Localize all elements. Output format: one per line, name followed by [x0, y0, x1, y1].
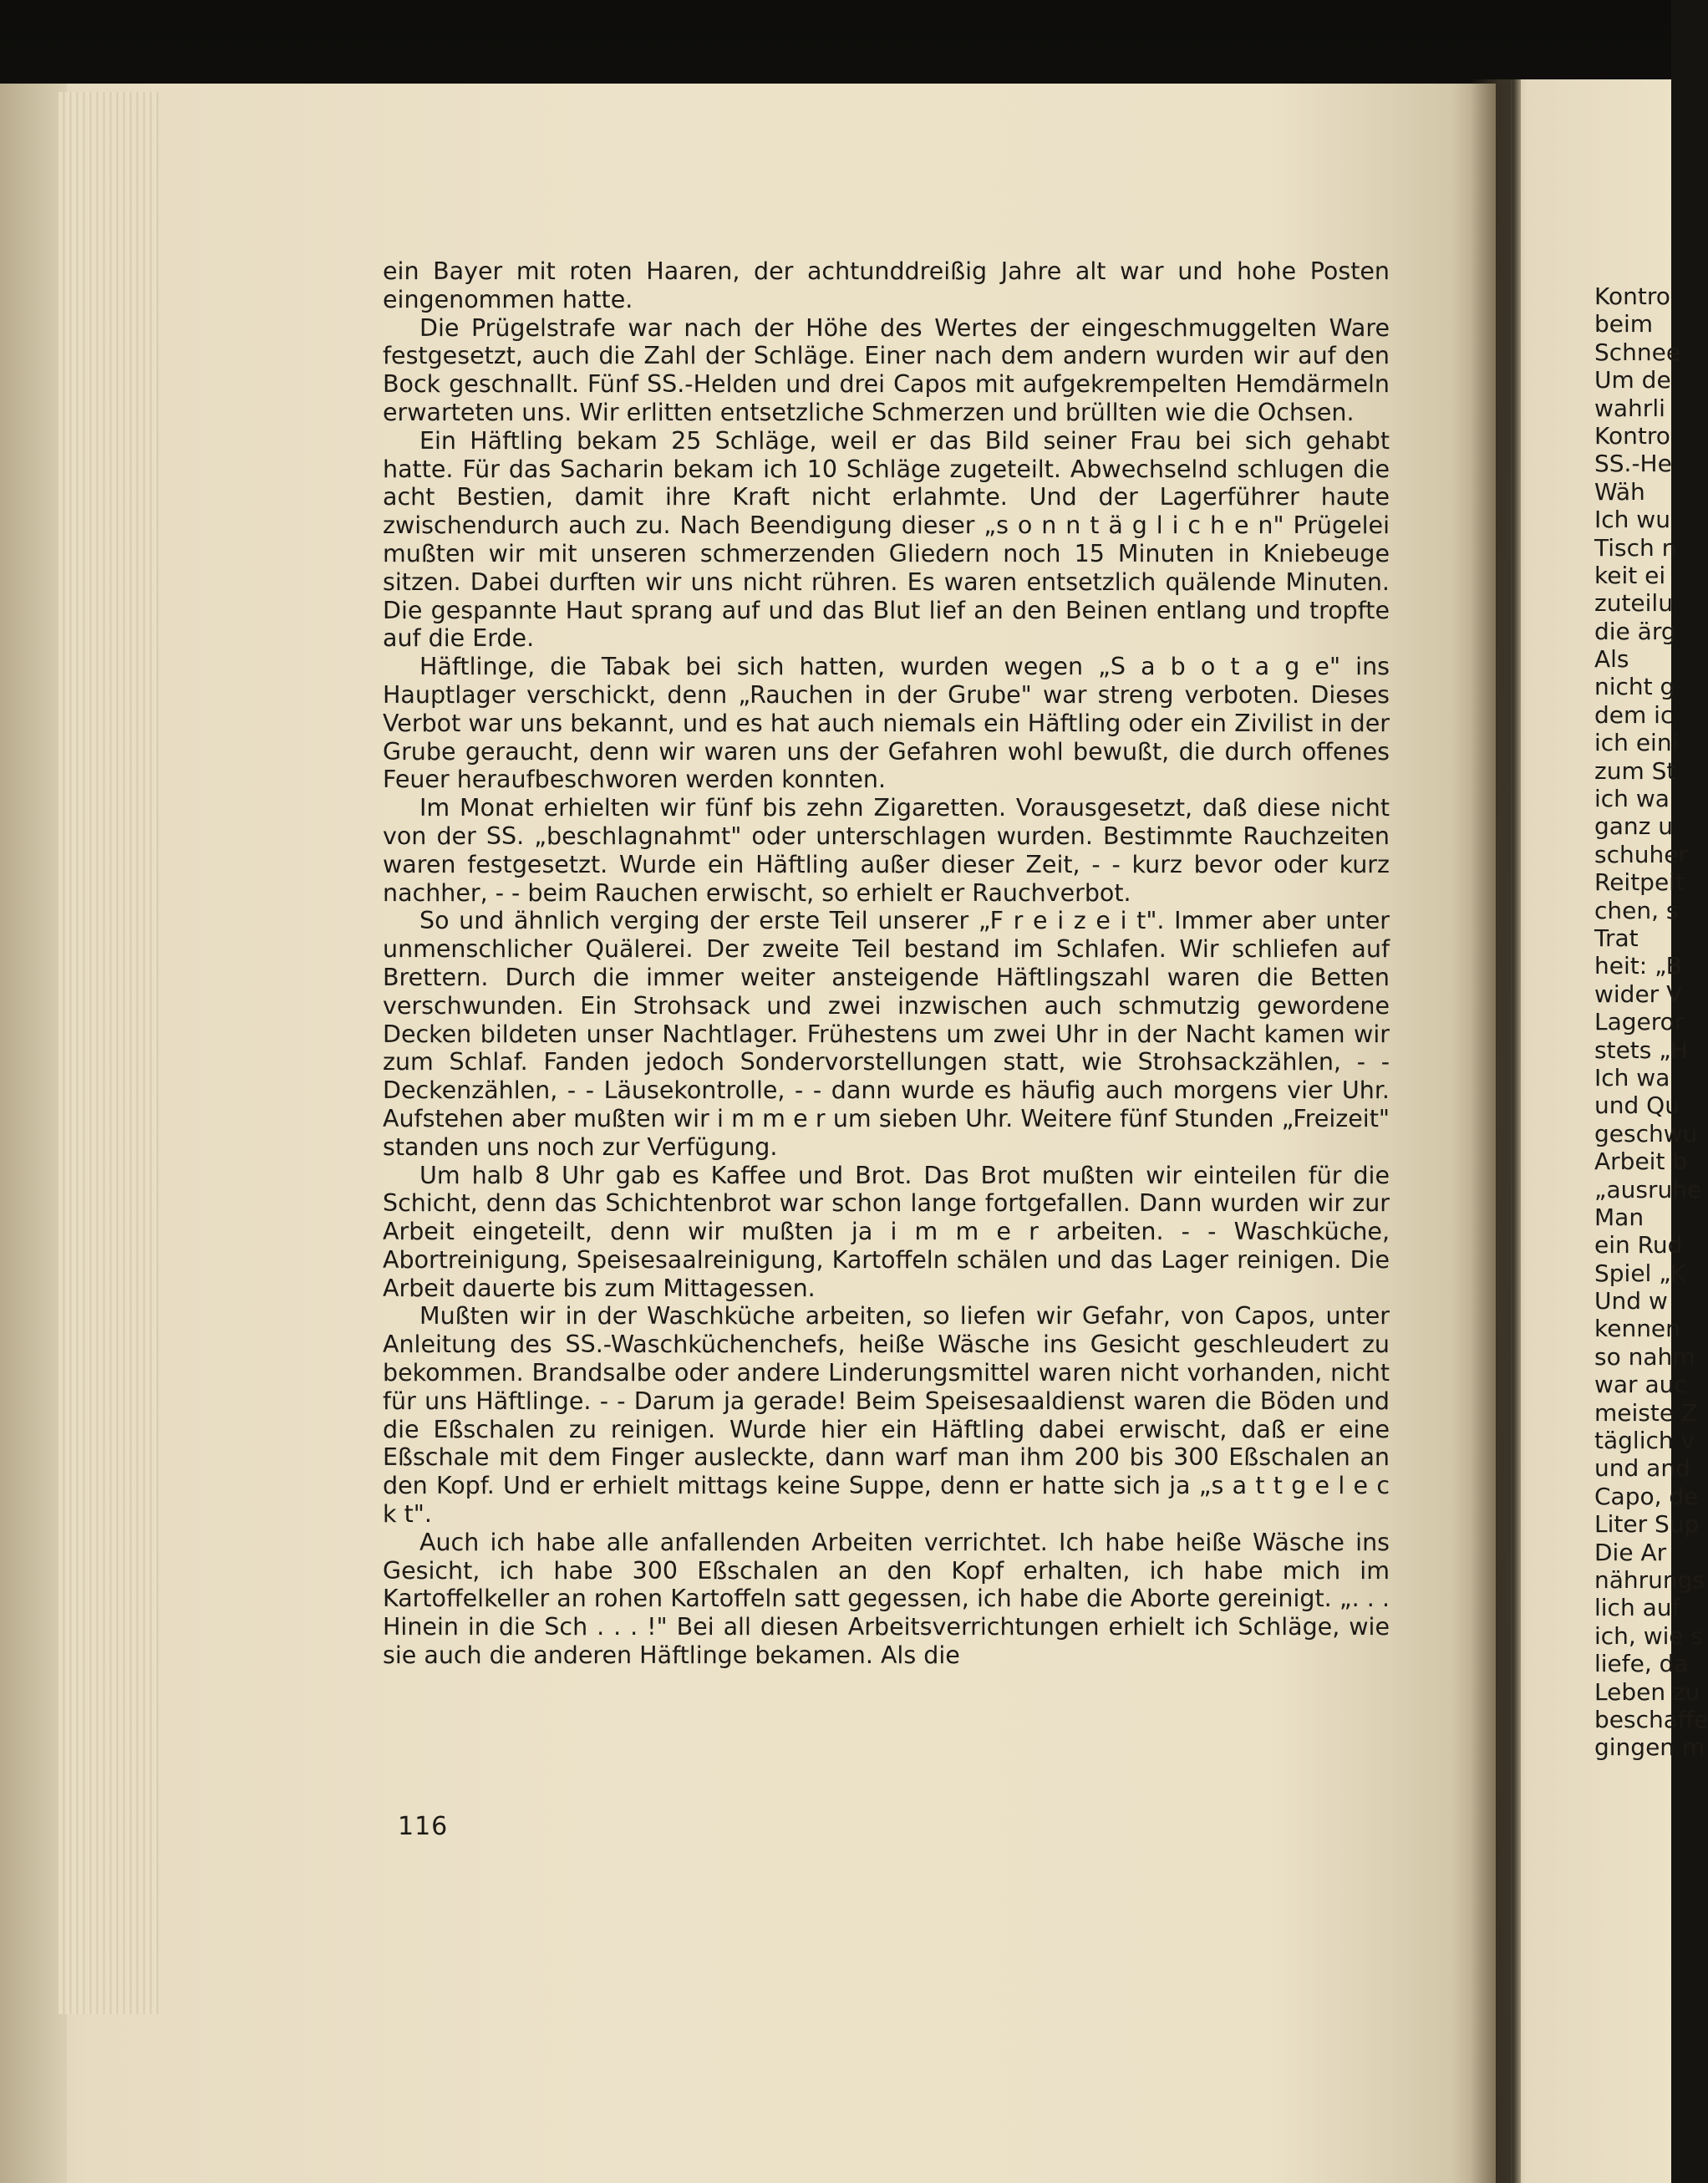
text-line-fragment: Schnee [1594, 338, 1681, 366]
text-line-fragment: ich eini [1594, 729, 1679, 757]
text-line-fragment: gingen m [1594, 1733, 1705, 1762]
text-line-fragment: chen, s [1594, 896, 1679, 924]
text-line-fragment: Leben zu [1594, 1677, 1700, 1706]
text-line-fragment: die ärg [1594, 617, 1676, 645]
text-line-fragment: beschaffe [1594, 1705, 1708, 1733]
text-line-fragment: Reitpeit [1594, 868, 1685, 897]
text-line-fragment: ich, wie s [1594, 1621, 1704, 1650]
paragraph: Auch ich habe alle anfallenden Arbeiten verrichtet. Ich habe heiße Wäsche ins Gesicht, ich habe 300 Eßschalen an den Kopf erhalten, ich habe mich im Kartoffelkeller an rohen Kartoffeln satt gegessen, ich habe die Aborte gereinigt. „. . . Hinein in die Sch . . . !" Bei all diesen Arbeitsverrichtungen erhielt ich Schläge, wie sie auch die anderen Häftlinge bekamen. Als die [383, 1528, 1390, 1670]
text-line-fragment: „ausruhe [1594, 1175, 1702, 1203]
text-line-fragment: ganz u [1594, 812, 1674, 841]
text-line-fragment: dem ic [1594, 700, 1674, 729]
text-line-fragment: zum St [1594, 756, 1676, 785]
text-line-fragment: heit: „B [1594, 952, 1682, 980]
text-line-fragment: SS.-He [1594, 450, 1672, 478]
text-line-fragment: Ich wu [1594, 506, 1670, 534]
text-line-fragment: Man [1594, 1203, 1644, 1231]
text-line-fragment: Als [1594, 645, 1629, 674]
text-line-fragment: Um de [1594, 366, 1671, 394]
paragraph: Ein Häftling bekam 25 Schläge, weil er das Bild seiner Frau bei sich gehabt hatte. Für das Sacharin bekam ich 10 Schläge zugeteilt. Abwechselnd schlugen die acht Bestien, damit ihre Kraft nicht erlahmte. Und der Lagerführer haute zwischendurch auch zu. Nach Beendigung dieser „s o n n t ä g l i c h e n" Prügelei mußten wir mit unseren schmerzenden Gliedern noch 15 Minuten in Kniebeuge sitzen. Dabei durften wir uns nicht rühren. Es waren entsetzlich quälende Minuten. Die gespannte Haut sprang auf und das Blut lief an den Beinen entlang und tropfte auf die Erde. [383, 426, 1390, 653]
paragraph: Mußten wir in der Waschküche arbeiten, so liefen wir Gefahr, von Capos, unter Anleitung des SS.-Waschküchenchefs, heiße Wäsche ins Gesicht geschleudert zu bekommen. Brandsalbe oder andere Linderungsmittel waren nicht vorhanden, nicht für uns Häftlinge. - - Darum ja gerade! Beim Speisesaaldienst waren die Böden und die Eßschalen zu reinigen. Wurde hier ein Häftling dabei erwischt, daß er eine Eßschale mit dem Finger ausleckte, dann warf man ihm 200 bis 300 Eßschalen an den Kopf. Und er erhielt mittags keine Suppe, denn er hatte sich ja „s a t t g e l e c k t". [383, 1302, 1390, 1529]
paragraph: Häftlinge, die Tabak bei sich hatten, wurden wegen „S a b o t a g e" ins Hauptlager verschickt, denn „Rauchen in der Grube" war streng verboten. Dieses Verbot war uns bekannt, und es hat auch niemals ein Häftling oder ein Zivilist in der Grube geraucht, denn wir waren uns der Gefahren wohl bewußt, die durch offenes Feuer heraufbeschworen werden konnten. [383, 653, 1390, 794]
book-gutter [1471, 79, 1521, 2183]
text-line-fragment: Kontro [1594, 421, 1670, 450]
text-line-fragment: Arbeit b [1594, 1147, 1688, 1176]
text-line-fragment: täglich v [1594, 1427, 1695, 1455]
text-line-fragment: schuher [1594, 840, 1688, 868]
text-line-fragment: Spiel „K [1594, 1259, 1686, 1287]
left-page-margin-shadow [0, 84, 67, 2183]
text-line-fragment: Capo, de [1594, 1482, 1699, 1510]
text-line-fragment: Und w [1594, 1287, 1668, 1315]
text-line-fragment: Kontro [1594, 282, 1670, 310]
text-line-fragment: ich wa [1594, 785, 1670, 813]
text-line-fragment: so nahm [1594, 1342, 1695, 1371]
text-line-fragment: Liter Sup [1594, 1510, 1700, 1539]
text-line-fragment: Die Ar [1594, 1538, 1667, 1566]
text-line-fragment: Tisch n [1594, 533, 1677, 562]
text-line-fragment: stets „H [1594, 1036, 1688, 1064]
stacked-page-edges [58, 92, 159, 2014]
text-line-fragment: nährungs [1594, 1565, 1705, 1594]
text-line-fragment: lich auf [1594, 1594, 1680, 1622]
paragraph: So und ähnlich verging der erste Teil unserer „F r e i z e i t". Immer aber unter unmenschlicher Quälerei. Der zweite Teil bestand im Schlafen. Wir schliefen auf Brettern. Durch die immer weiter ansteigende Häftlingszahl waren die Betten verschwunden. Ein Strohsack und zwei inzwischen auch schmutzig gewordene Decken bildeten unser Nachtlager. Frühestens um zwei Uhr in der Nacht kamen wir zum Schlaf. Fanden jedoch Sondervorstellungen statt, wie Strohsackzählen, - - Deckenzählen, - - Läusekontrolle, - - dann wurde es häufig auch morgens vier Uhr. Aufstehen aber mußten wir i m m e r um sieben Uhr. Weitere fünf Stunden „Freizeit" standen uns noch zur Verfügung. [383, 907, 1390, 1161]
paragraph: Im Monat erhielten wir fünf bis zehn Zigaretten. Vorausgesetzt, daß diese nicht von der SS. „beschlagnahmt" oder unterschlagen wurden. Bestimmte Rauchzeiten waren festgesetzt. Wurde ein Häftling außer dieser Zeit, - - kurz bevor oder kurz nachher, - - beim Rauchen erwischt, so erhielt er Rauchverbot. [383, 794, 1390, 907]
text-line-fragment: Wäh [1594, 477, 1645, 506]
text-line-fragment: Trat [1594, 924, 1639, 952]
left-page-body-text [383, 257, 1390, 1670]
text-line-fragment: und Qu [1594, 1092, 1680, 1120]
text-line-fragment: liefe, da [1594, 1650, 1689, 1678]
text-line-fragment: wahrli [1594, 394, 1665, 422]
text-line-fragment: beim [1594, 310, 1654, 338]
text-line-fragment: kennen [1594, 1315, 1680, 1343]
text-line-fragment: wider V [1594, 980, 1683, 1008]
text-line-fragment: Lageror [1594, 1008, 1685, 1036]
right-page-cropped-text [1594, 282, 1708, 1762]
text-line-fragment: keit ei [1594, 561, 1666, 589]
text-line-fragment: geschwu [1594, 1119, 1698, 1147]
text-line-fragment: zuteilu [1594, 589, 1673, 618]
text-line-fragment: meiste Z [1594, 1398, 1698, 1427]
paragraph: Um halb 8 Uhr gab es Kaffee und Brot. Das Brot mußten wir einteilen für die Schicht, denn das Schichtenbrot war schon lange fortgefallen. Dann wurden wir zur Arbeit eingeteilt, denn wir mußten ja i m m e r arbeiten. - - Waschküche, Abortreinigung, Speisesaalreinigung, Kartoffeln schälen und das Lager reinigen. Die Arbeit dauerte bis zum Mittagessen. [383, 1161, 1390, 1302]
paragraph: ein Bayer mit roten Haaren, der achtunddreißig Jahre alt war und hohe Posten eingenommen hatte. [383, 257, 1390, 313]
text-line-fragment: und and [1594, 1454, 1690, 1483]
text-line-fragment: nicht g [1594, 673, 1675, 701]
text-line-fragment: war auc [1594, 1371, 1687, 1399]
text-line-fragment: Ich wa [1594, 1063, 1670, 1092]
page-number: 116 [398, 1812, 449, 1841]
text-line-fragment: ein Rud [1594, 1231, 1683, 1259]
paragraph: Die Prügelstrafe war nach der Höhe des Wertes der eingeschmuggelten Ware festgesetzt, auch die Zahl der Schläge. Einer nach dem andern wurden wir auf den Bock geschnallt. Fünf SS.-Helden und drei Capos mit aufgekrempelten Hemdärmeln erwarteten uns. Wir erlitten entsetzliche Schmerzen und brüllten wie die Ochsen. [383, 313, 1390, 426]
